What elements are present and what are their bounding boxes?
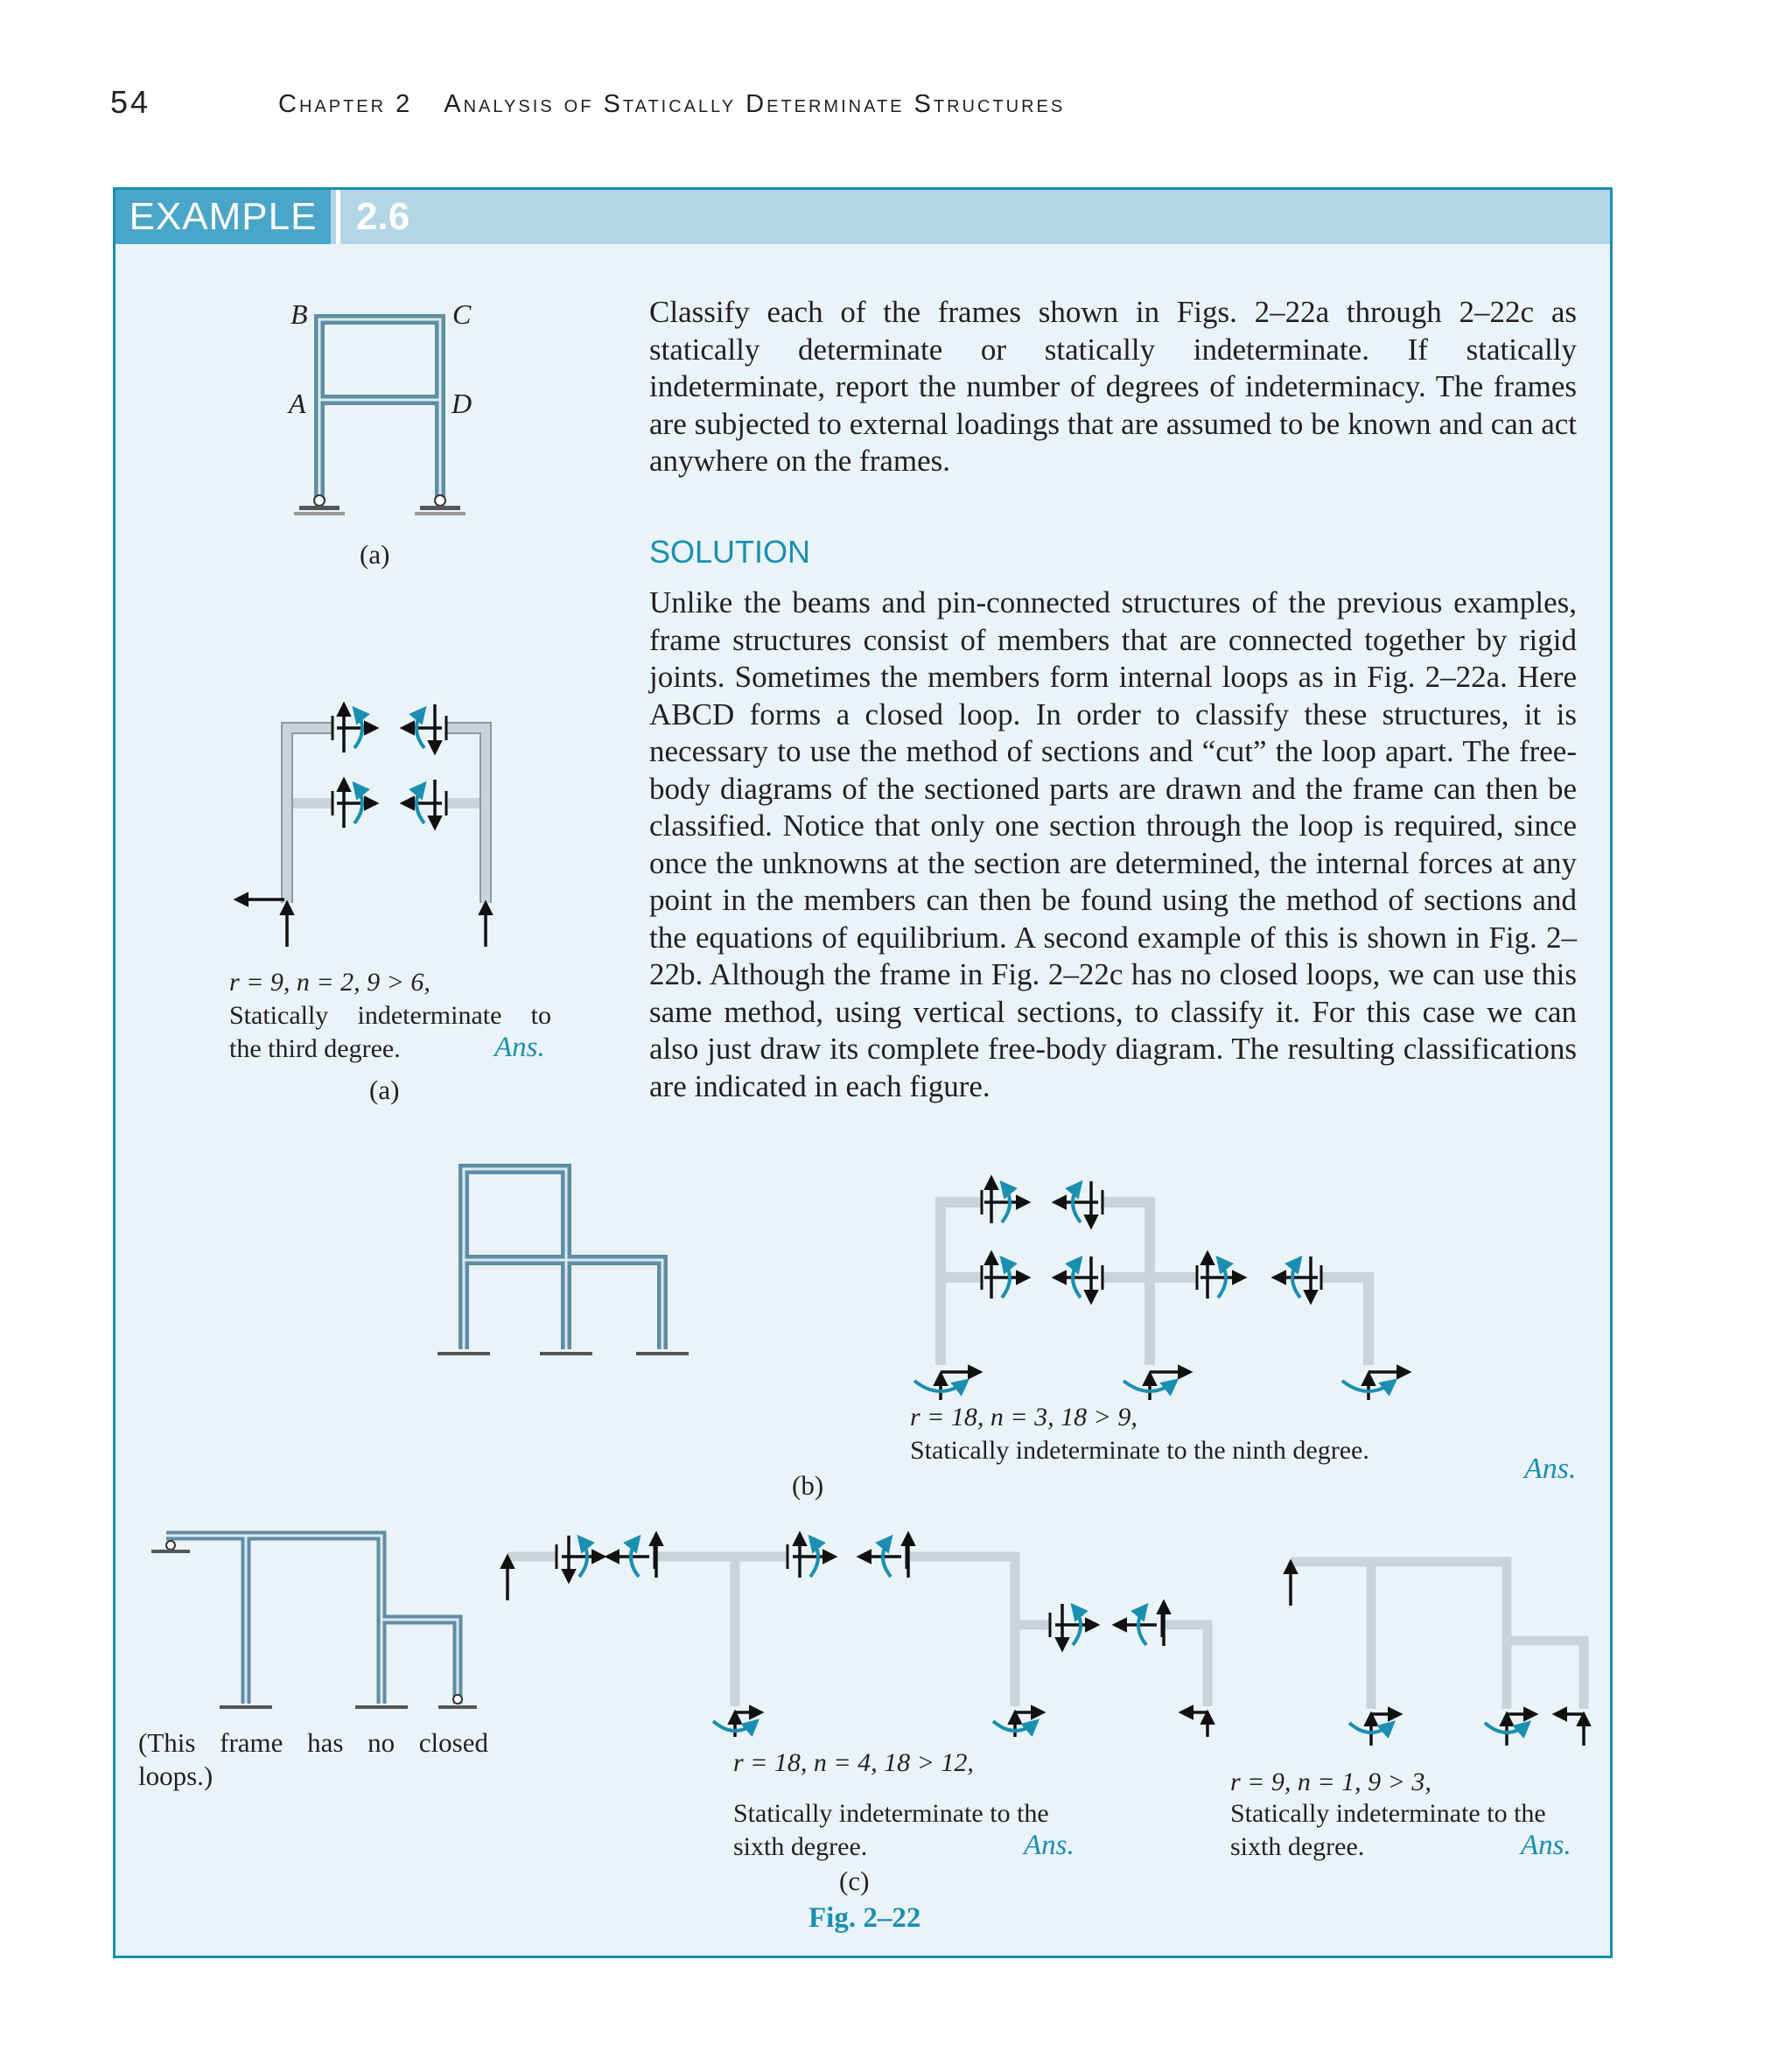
point-label-d: D — [452, 388, 472, 419]
figure-c-result2-line3: sixth degree. — [1230, 1832, 1365, 1861]
figure-c-result2-line1: r = 9, n = 1, 9 > 3, — [1230, 1768, 1432, 1796]
frame-b-fixed-supports — [438, 1352, 689, 1355]
figure-caption: Fig. 2–22 — [808, 1902, 921, 1934]
point-label-b: B — [290, 298, 308, 330]
figure-a-result-line2: Statically indeterminate to — [229, 1001, 551, 1030]
chapter-label: Chapter 2 — [278, 90, 413, 118]
frame-a-supports — [294, 495, 466, 515]
solution-text: Unlike the beams and pin-connected structures of the previous examples, frame structures consist of members that are connected together by rigid joints. Sometimes the members form internal loops as in Fig. 2–22a. Here ABCD forms a closed loop. In order to classify these structures, it is necessary to use the method of sections and “cut” the loop apart. The free-body diagrams of the sectioned parts are drawn and the frame can then be classified. Notice that only one section through the loop is required, since once the unknowns at the section are determined, the internal forces at any point in the members can then be found using the method of sections and the equations of equilibrium. A second example of this is shown in Fig. 2–22b. Although the frame in Fig. 2–22c has no closed loops, we can use this same method, using vertical sections, to classify it. For this case we can also just draw its complete free-body diagram. The resulting classifications are indicated in each figure. — [649, 585, 1577, 1103]
figure-a-answer: Ans. — [494, 1032, 545, 1063]
figure-c-caption: (c) — [839, 1866, 870, 1896]
page-number: 54 — [110, 84, 151, 120]
frame-c-diagram — [136, 1518, 503, 1719]
figure-a-result-line1: r = 9, n = 2, 9 > 6, — [229, 968, 430, 997]
point-label-a: A — [289, 388, 306, 419]
running-header — [278, 90, 1065, 119]
frame-a-fbd — [223, 674, 512, 954]
frame-c-supports — [151, 1541, 477, 1709]
figure-c-answer1: Ans. — [1024, 1830, 1074, 1861]
problem-statement: Classify each of the frames shown in Figs. 2–22a through 2–22c as statically determinate or statically indeterminate. If statically indeterminate, report the number of degrees of indeterminacy. The frames are subjected to external loadings that are assumed to be known and can act anywhere on the frames. — [649, 295, 1577, 478]
fbd-a-left-piece — [287, 728, 332, 903]
figure-a-caption-top: (a) — [360, 539, 390, 570]
figure-a-caption-bottom: (a) — [369, 1074, 400, 1105]
frame-a-outer-members — [319, 319, 440, 499]
figure-b-answer: Ans. — [1524, 1452, 1577, 1485]
figure-c-answer2: Ans. — [1521, 1830, 1572, 1861]
figure-c-result2-line2: Statically indeterminate to the — [1230, 1799, 1546, 1828]
frame-b-fbd — [901, 1164, 1444, 1409]
figure-c-result1-line2: Statically indeterminate to the — [733, 1799, 1049, 1828]
figure-a-result-line3: the third degree. — [229, 1034, 401, 1063]
point-label-c: C — [452, 298, 472, 330]
figure-b-result-line1: r = 18, n = 3, 18 > 9, — [910, 1403, 1138, 1432]
figure-c-note: (This frame has no closed loops.) — [138, 1727, 488, 1791]
frame-c-fbd — [499, 1518, 1619, 1746]
figure-c-result1-line3: sixth degree. — [733, 1832, 868, 1861]
figure-b-result-line2: Statically indeterminate to the ninth degree. — [910, 1436, 1369, 1465]
example-label: EXAMPLE — [116, 190, 331, 244]
frame-b-diagram — [429, 1155, 700, 1365]
figure-c-note-line1 — [138, 1726, 488, 1793]
chapter-title: Analysis of Statically Determinate Structures — [444, 90, 1066, 118]
figure-b-caption: (b) — [792, 1470, 824, 1501]
solution-heading: SOLUTION — [649, 534, 811, 570]
figure-c-result1-line1: r = 18, n = 4, 18 > 12, — [733, 1748, 974, 1777]
example-number: 2.6 — [336, 190, 410, 244]
